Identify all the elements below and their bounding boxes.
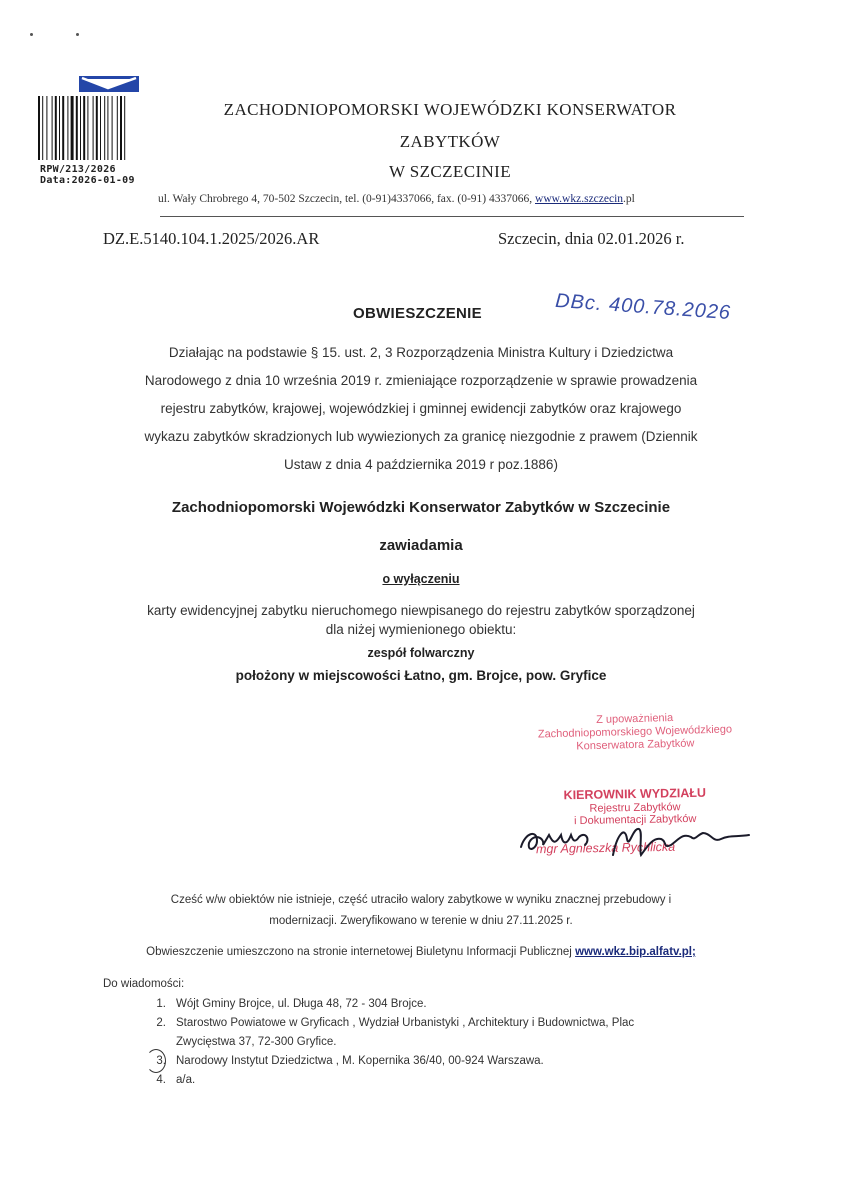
object-name: zespół folwarczny xyxy=(367,646,475,660)
barcode-bar xyxy=(107,96,108,160)
barcode-bar xyxy=(55,96,57,160)
legal-basis-line: rejestru zabytków, krajowej, wojewódzkiej i gminnej ewidencji zabytków oraz krajowego xyxy=(160,401,682,416)
handwritten-signature xyxy=(515,815,755,865)
barcode-bar xyxy=(80,96,81,160)
recipient-text: Zwycięstwa 37, 72-300 Gryfice. xyxy=(176,1036,337,1048)
recipient-item xyxy=(138,1071,758,1090)
barcode-bar xyxy=(71,96,74,160)
contact-tld: .pl xyxy=(623,193,635,205)
recipient-item xyxy=(138,1014,758,1033)
announces-verb: zawiadamia xyxy=(379,537,463,554)
recipient-number: 2. xyxy=(156,1017,166,1029)
contact-line xyxy=(158,193,758,205)
barcode-bar xyxy=(83,96,85,160)
recipient-text: Wójt Gminy Brojce, ul. Długa 48, 72 - 304 Brojce. xyxy=(176,998,427,1010)
barcode-bar xyxy=(62,96,64,160)
contact-address: ul. Wały Chrobrego 4, 70-502 Szczecin, tel. (0-91)4337066, fax. (0-91) 4337066, xyxy=(158,193,536,205)
scan-speck xyxy=(76,33,79,36)
barcode-bar xyxy=(93,96,94,160)
authorization-stamp xyxy=(520,710,751,755)
remarks-line: modernizacji. Zweryfikowano w terenie w dniu 27.11.2025 r. xyxy=(269,915,573,927)
recipient-item xyxy=(138,1052,758,1071)
legal-basis-line: wykazu zabytków skradzionych lub wywiezionych za granicę niezgodnie z prawem (Dziennik xyxy=(144,429,698,444)
bip-text: Obwieszczenie umieszczono na stronie internetowej Biuletynu Informacji Publicznej xyxy=(146,946,576,958)
recipient-text: Starostwo Powiatowe w Gryficach , Wydział Urbanistyki , Architektury i Budownictwa, Plac xyxy=(176,1017,635,1029)
recipient-number: 1. xyxy=(156,998,166,1010)
bip-link[interactable]: www.wkz.bip.alfatv.pl; xyxy=(575,946,696,958)
legal-basis-line: Działając na podstawie § 15. ust. 2, 3 Rozporządzenia Ministra Kultury i Dziedzictwa xyxy=(168,345,674,360)
verification-remarks xyxy=(60,890,782,932)
stamp-department: Rejestru Zabytków xyxy=(589,801,681,815)
recipient-number: 3. xyxy=(156,1055,166,1067)
legal-basis-paragraph xyxy=(60,339,782,479)
stamp-title: KIEROWNIK WYDZIAŁU xyxy=(563,785,707,803)
stamp-line: Z upoważnienia xyxy=(595,711,674,727)
remarks-line: Cześć w/w obiektów nie istnieje, część utraciło walory zabytkowe w wyniku znacznej przebudowy i xyxy=(170,894,672,906)
barcode-bar xyxy=(120,96,122,160)
recipient-item xyxy=(138,995,758,1014)
recipient-text: a/a. xyxy=(176,1074,196,1086)
barcode-bar xyxy=(42,96,43,160)
stamp-line: Konserwatora Zabytków xyxy=(576,737,695,753)
barcode-id: RPW/213/2026 xyxy=(40,164,116,175)
header-divider xyxy=(160,216,744,217)
card-description-line: dla niżej wymienionego obiektu: xyxy=(325,622,517,637)
handwritten-registration-note: DBc. 400.78.2026 xyxy=(554,289,732,325)
barcode-bar xyxy=(52,96,53,160)
barcode-bar xyxy=(100,96,101,160)
barcode-bar xyxy=(104,96,105,160)
stamp-signatory-name: mgr Agnieszka Rychlicka xyxy=(535,839,676,857)
barcode-bar xyxy=(46,96,47,160)
notice-subject: o wyłączeniu xyxy=(382,572,460,586)
case-reference-number: DZ.E.5140.104.1.2025/2026.AR xyxy=(103,229,320,248)
office-name-line1: ZACHODNIOPOMORSKI WOJEWÓDZKI KONSERWATOR xyxy=(223,100,677,119)
notice-heading: OBWIESZCZENIE xyxy=(353,305,482,322)
barcode-bar xyxy=(67,96,68,160)
stamp-line: Zachodniopomorskiego Wojewódzkiego xyxy=(537,723,733,741)
handwritten-circle-mark xyxy=(146,1049,166,1073)
barcode-bar xyxy=(124,96,125,160)
recipient-number: 4. xyxy=(156,1074,166,1086)
authority-name: Zachodniopomorski Wojewódzki Konserwator Zabytków w Szczecinie xyxy=(171,499,671,516)
scan-speck xyxy=(30,33,33,36)
website-link[interactable]: www.wkz.szczecin xyxy=(535,193,624,205)
object-location: położony w miejscowości Łatno, gm. Brojce, pow. Gryfice xyxy=(235,668,607,683)
barcode-graphic xyxy=(36,76,156,168)
barcode-date: Data:2026-01-09 xyxy=(40,175,135,186)
barcode-bar xyxy=(112,96,113,160)
card-description-line: karty ewidencyjnej zabytku nieruchomego niewpisanego do rejestru zabytków sporządzonej xyxy=(147,603,695,618)
barcode-bar xyxy=(96,96,98,160)
card-description xyxy=(60,601,782,639)
office-name-line3: W SZCZECINIE xyxy=(388,162,512,181)
bip-publication-note xyxy=(60,942,782,963)
barcode-bar xyxy=(87,96,88,160)
barcode-bar xyxy=(76,96,78,160)
legal-basis-line: Narodowego z dnia 10 września 2019 r. zmieniające rozporządzenie w sprawie prowadzenia xyxy=(144,373,698,388)
barcode-bar xyxy=(59,96,60,160)
distribution-heading: Do wiadomości: xyxy=(103,978,185,990)
stamp-department: i Dokumentacji Zabytków xyxy=(573,812,697,828)
barcode-bar xyxy=(117,96,118,160)
recipient-text: Narodowy Instytut Dziedzictwa , M. Kopernika 36/40, 00-924 Warszawa. xyxy=(176,1055,544,1067)
office-name-line2: ZABYTKÓW xyxy=(399,132,501,151)
legal-basis-line: Ustaw z dnia 4 października 2019 r poz.1886) xyxy=(284,457,558,472)
distribution-list xyxy=(138,995,758,1090)
registration-barcode xyxy=(36,76,156,186)
recipient-item-continued xyxy=(138,1033,758,1052)
barcode-bar xyxy=(38,96,40,160)
place-and-date: Szczecin, dnia 02.01.2026 r. xyxy=(498,229,685,248)
